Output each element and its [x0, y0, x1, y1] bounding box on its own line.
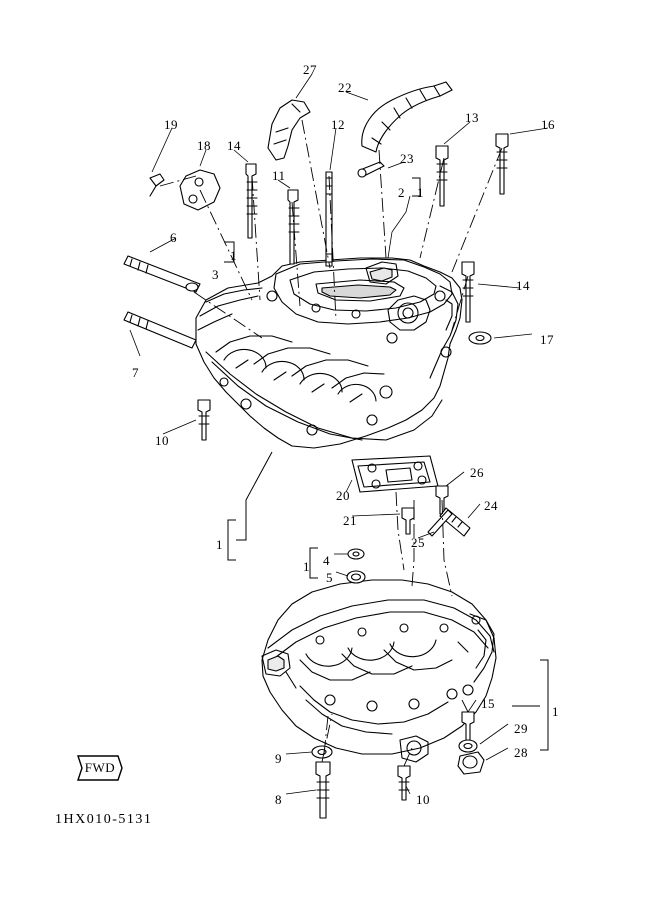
callout-number: 15	[481, 696, 495, 711]
callout-number: 4	[323, 553, 330, 568]
callout-number: 1	[216, 537, 223, 552]
callout-number: 24	[484, 498, 498, 513]
callout-number: 7	[132, 365, 139, 380]
callout-number: 10	[155, 433, 169, 448]
part-code-label: 1HX010-5131	[55, 812, 153, 827]
callout-number: 14	[227, 138, 241, 153]
callout-number: 23	[400, 151, 414, 166]
callout-number: 12	[331, 117, 345, 132]
callout-number: 3	[212, 267, 219, 282]
callout-number: 14	[516, 278, 530, 293]
fwd-direction-marker	[76, 754, 124, 782]
callout-number: 1	[230, 248, 237, 263]
callout-number: 13	[465, 110, 479, 125]
callout-number: 26	[470, 465, 484, 480]
callout-number: 1	[552, 704, 559, 719]
callout-number: 6	[170, 230, 177, 245]
callout-number: 20	[336, 488, 350, 503]
fwd-label: FWD	[84, 760, 116, 775]
callout-number: 16	[541, 117, 555, 132]
callout-number: 19	[164, 117, 178, 132]
callout-number: 25	[411, 535, 425, 550]
callout-number: 11	[272, 168, 286, 183]
callout-number: 1	[417, 185, 424, 200]
callout-number: 10	[416, 792, 430, 807]
callout-number: 5	[326, 570, 333, 585]
callout-number: 21	[343, 513, 357, 528]
callout-number: 28	[514, 745, 528, 760]
callout-number: 22	[338, 80, 352, 95]
callout-number: 1	[303, 559, 310, 574]
callout-number: 8	[275, 792, 282, 807]
callout-number: 27	[303, 62, 317, 77]
callout-number: 29	[514, 721, 528, 736]
callout-number: 17	[540, 332, 554, 347]
callout-number: 9	[275, 751, 282, 766]
callout-number: 18	[197, 138, 211, 153]
callout-number: 2	[398, 185, 405, 200]
